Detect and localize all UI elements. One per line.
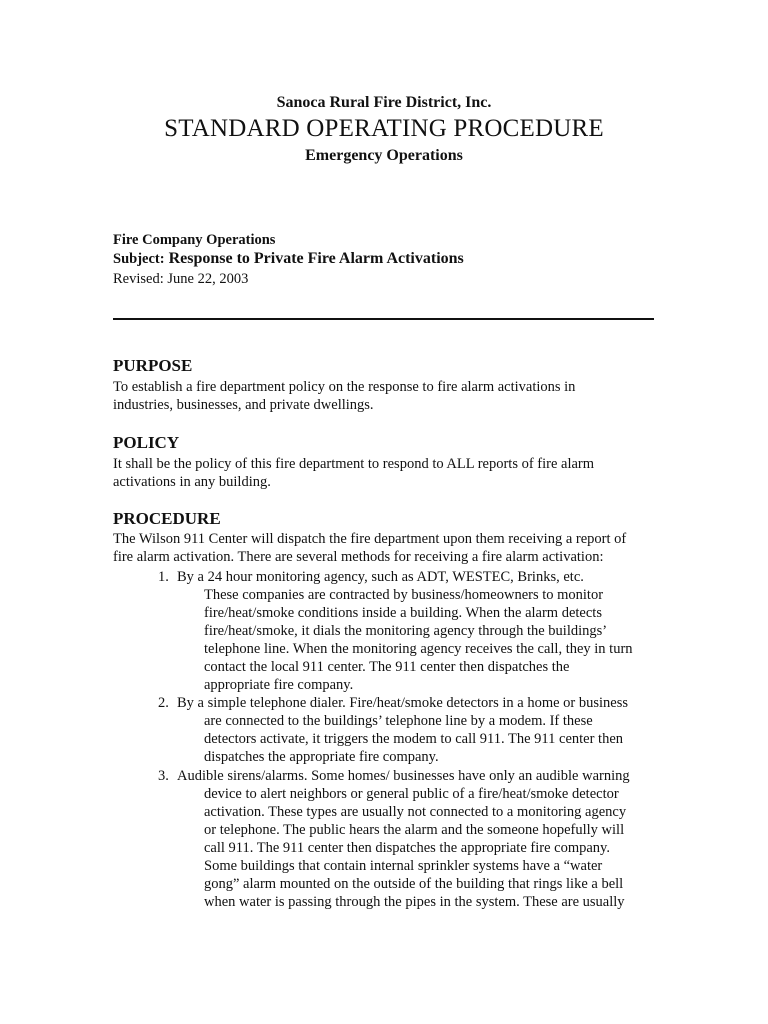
item-number: 2. (158, 695, 169, 711)
document-subtitle: Emergency Operations (305, 147, 463, 164)
item-line: These companies are contracted by business/homeowners to monitor (204, 587, 604, 603)
organization-name: Sanoca Rural Fire District, Inc. (276, 94, 492, 111)
procedure-intro-line: The Wilson 911 Center will dispatch the fire department upon them receiving a report of (113, 531, 627, 547)
company-line: Fire Company Operations (113, 232, 276, 248)
purpose-text (113, 378, 673, 414)
item-line: fire/heat/smoke, it dials the monitoring agency through the buildings’ (204, 623, 608, 639)
item-line: contact the local 911 center. The 911 center then dispatches the (204, 659, 570, 675)
policy-heading: POLICY (113, 433, 180, 452)
item-line: are connected to the buildings’ telephone line by a modem. If these (204, 713, 593, 729)
policy-line: It shall be the policy of this fire department to respond to ALL reports of fire alarm (113, 456, 595, 472)
purpose-line: To establish a fire department policy on the response to fire alarm activations in (113, 379, 576, 395)
item-line: activation. These types are usually not connected to a monitoring agency (204, 804, 627, 820)
purpose-line: industries, businesses, and private dwellings. (113, 397, 374, 413)
item-line: gong” alarm mounted on the outside of the building that rings like a bell (204, 876, 624, 892)
revised-line: Revised: June 22, 2003 (113, 271, 249, 287)
item-first-line: By a simple telephone dialer. Fire/heat/smoke detectors in a home or business (177, 695, 629, 711)
item-line: device to alert neighbors or general public of a fire/heat/smoke detector (204, 786, 619, 802)
item-line: or telephone. The public hears the alarm and the someone hopefully will (204, 822, 625, 838)
subject-value: Response to Private Fire Alarm Activations (168, 250, 464, 267)
item-number: 1. (158, 569, 169, 585)
policy-text (113, 455, 673, 491)
item-number: 3. (158, 768, 169, 784)
purpose-heading: PURPOSE (113, 356, 193, 375)
procedure-intro-line: fire alarm activation. There are several methods for receiving a fire alarm activation: (113, 549, 604, 565)
procedure-item-3 (158, 767, 630, 911)
item-line: call 911. The 911 center then dispatches the appropriate fire company. (204, 840, 610, 856)
separator-rule (113, 318, 654, 320)
subject-line (113, 250, 464, 268)
item-first-line: By a 24 hour monitoring agency, such as ADT, WESTEC, Brinks, etc. (177, 569, 584, 585)
procedure-item-1 (158, 568, 633, 694)
item-line: appropriate fire company. (204, 677, 354, 693)
item-first-line: Audible sirens/alarms. Some homes/ businesses have only an audible warning (177, 768, 630, 784)
item-line: when water is passing through the pipes in the system. These are usually (204, 894, 625, 910)
item-line: dispatches the appropriate fire company. (204, 749, 439, 765)
item-line: Some buildings that contain internal sprinkler systems have a “water (204, 858, 603, 874)
item-line: detectors activate, it triggers the modem to call 911. The 911 center then (204, 731, 624, 747)
subject-label: Subject: (113, 251, 165, 267)
procedure-item-2 (158, 694, 628, 766)
item-line: fire/heat/smoke conditions inside a building. When the alarm detects (204, 605, 602, 621)
policy-line: activations in any building. (113, 474, 271, 490)
item-line: telephone line. When the monitoring agency receives the call, they in turn (204, 641, 633, 657)
document-title: STANDARD OPERATING PROCEDURE (164, 115, 604, 142)
procedure-intro (113, 530, 673, 566)
procedure-heading: PROCEDURE (113, 509, 221, 528)
